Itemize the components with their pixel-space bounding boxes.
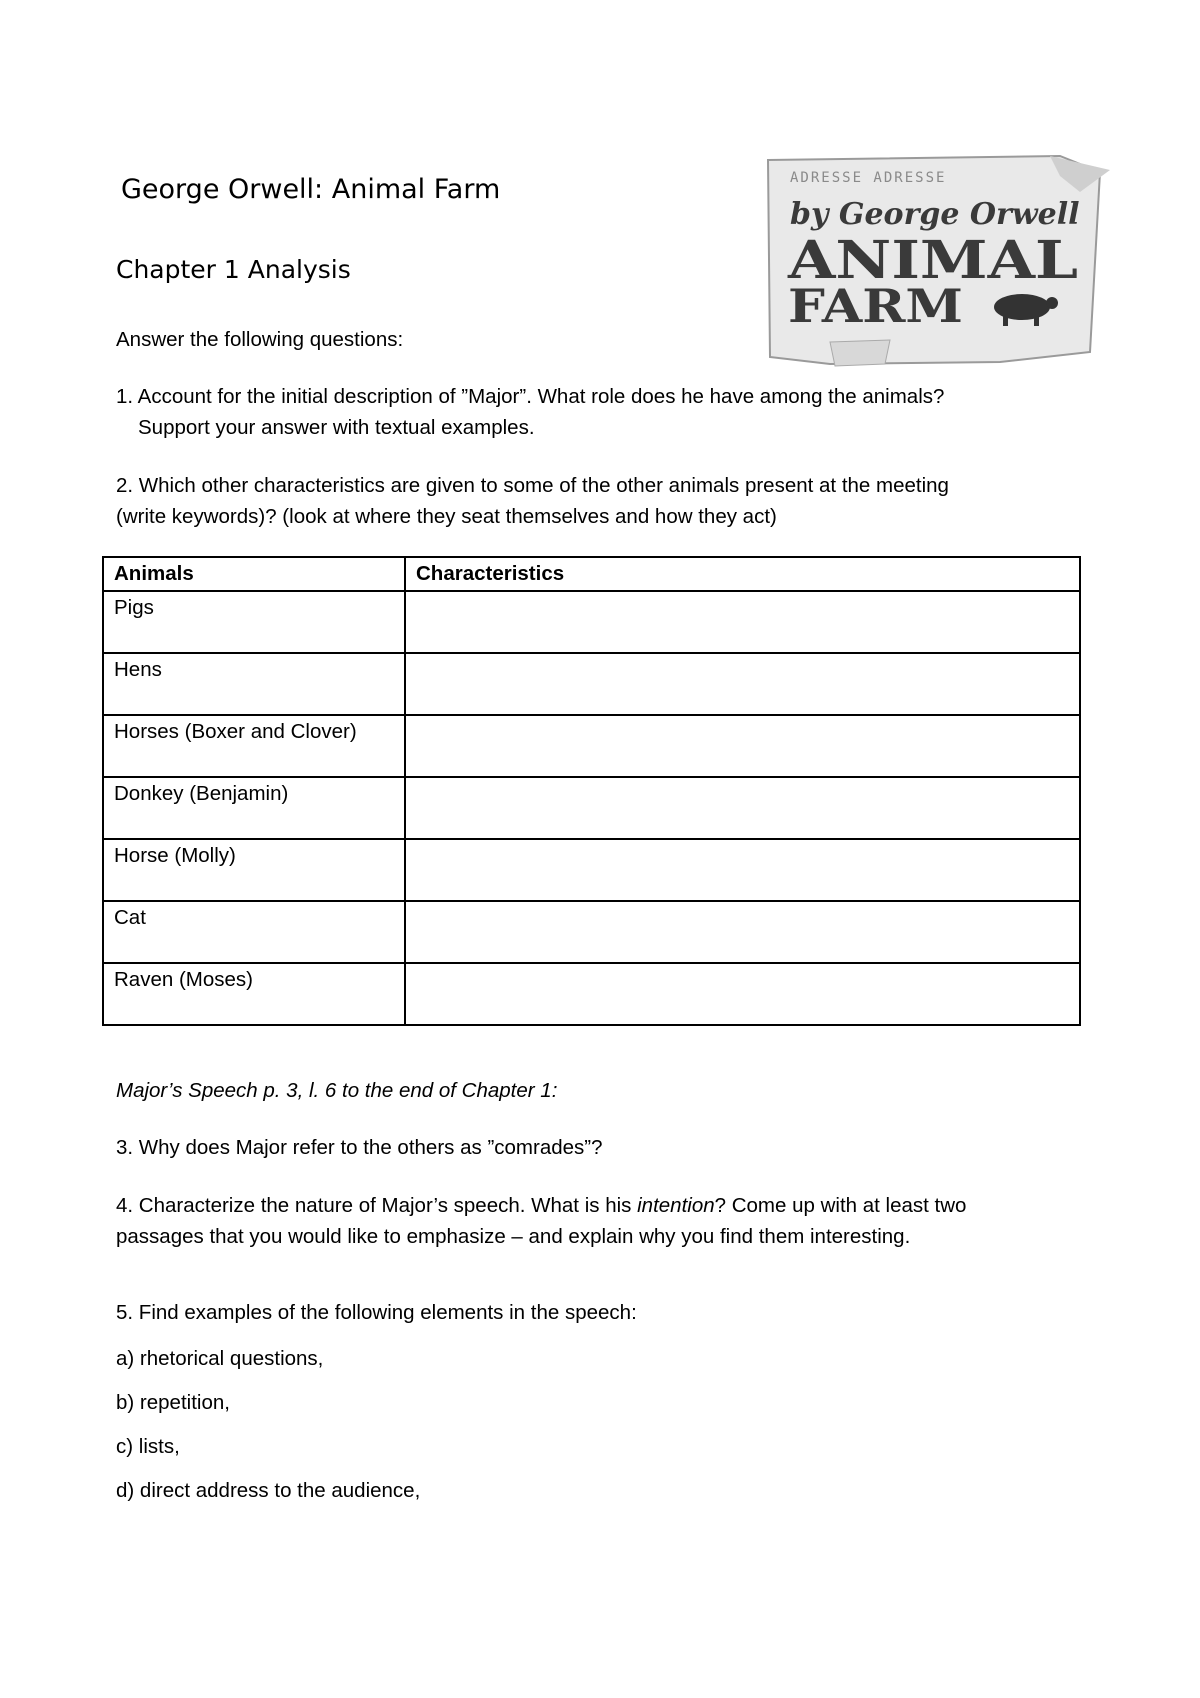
table-row <box>103 839 1080 901</box>
instructions: Answer the following questions: <box>116 328 404 351</box>
animal-cell: Cat <box>103 901 405 963</box>
question-3: 3. Why does Major refer to the others as ”comrades”? <box>116 1136 603 1159</box>
svg-text:by George Orwell: by George Orwell <box>790 197 1080 232</box>
table-row <box>103 963 1080 1025</box>
table-row <box>103 653 1080 715</box>
list-item: d) direct address to the audience, <box>116 1479 421 1502</box>
header-animals: Animals <box>103 557 405 591</box>
characteristics-cell[interactable] <box>405 715 1080 777</box>
intention-emphasis: intention <box>637 1194 715 1217</box>
question-1 <box>116 381 1076 443</box>
question-2-line-2: (write keywords)? (look at where they seat themselves and how they act) <box>116 505 777 528</box>
animal-farm-book-cover-image <box>760 152 1115 367</box>
animal-cell: Horse (Molly) <box>103 839 405 901</box>
characteristics-cell[interactable] <box>405 777 1080 839</box>
table-header-row <box>103 557 1080 591</box>
list-item: a) rhetorical questions, <box>116 1347 324 1370</box>
animal-cell: Raven (Moses) <box>103 963 405 1025</box>
table-row <box>103 591 1080 653</box>
animal-cell: Donkey (Benjamin) <box>103 777 405 839</box>
question-2-line-1: 2. Which other characteristics are given to some of the other animals present at the meeting <box>116 474 949 497</box>
characteristics-cell[interactable] <box>405 839 1080 901</box>
animal-cell: Horses (Boxer and Clover) <box>103 715 405 777</box>
svg-text:FARM: FARM <box>788 279 963 333</box>
table-row <box>103 777 1080 839</box>
characteristics-cell[interactable] <box>405 963 1080 1025</box>
question-5: 5. Find examples of the following elements in the speech: <box>116 1301 637 1324</box>
question-2 <box>116 470 1076 532</box>
svg-text:ANIMAL: ANIMAL <box>786 230 1078 291</box>
characteristics-cell[interactable] <box>405 653 1080 715</box>
page-title: George Orwell: Animal Farm <box>121 174 501 205</box>
animal-cell: Hens <box>103 653 405 715</box>
list-item: c) lists, <box>116 1435 180 1458</box>
header-characteristics: Characteristics <box>405 557 1080 591</box>
svg-text:ADRESSE ADRESSE: ADRESSE ADRESSE <box>790 170 947 186</box>
question-1-line-1: 1. Account for the initial description of ”Major”. What role does he have among the animals? <box>116 385 945 408</box>
animal-cell: Pigs <box>103 591 405 653</box>
table-row <box>103 901 1080 963</box>
characteristics-cell[interactable] <box>405 901 1080 963</box>
question-4 <box>116 1190 1076 1252</box>
chapter-subtitle: Chapter 1 Analysis <box>116 255 351 284</box>
characteristics-table <box>102 556 1081 1026</box>
speech-heading: Major’s Speech p. 3, l. 6 to the end of Chapter 1: <box>116 1079 558 1102</box>
question-1-line-2: Support your answer with textual examples. <box>138 416 535 439</box>
question-4-line-2: passages that you would like to emphasize – and explain why you find them interesting. <box>116 1225 911 1248</box>
characteristics-cell[interactable] <box>405 591 1080 653</box>
table-row <box>103 715 1080 777</box>
list-item: b) repetition, <box>116 1391 230 1414</box>
question-4-line-1: 4. Characterize the nature of Major’s speech. What is his intention? Come up with at least two <box>116 1194 967 1217</box>
